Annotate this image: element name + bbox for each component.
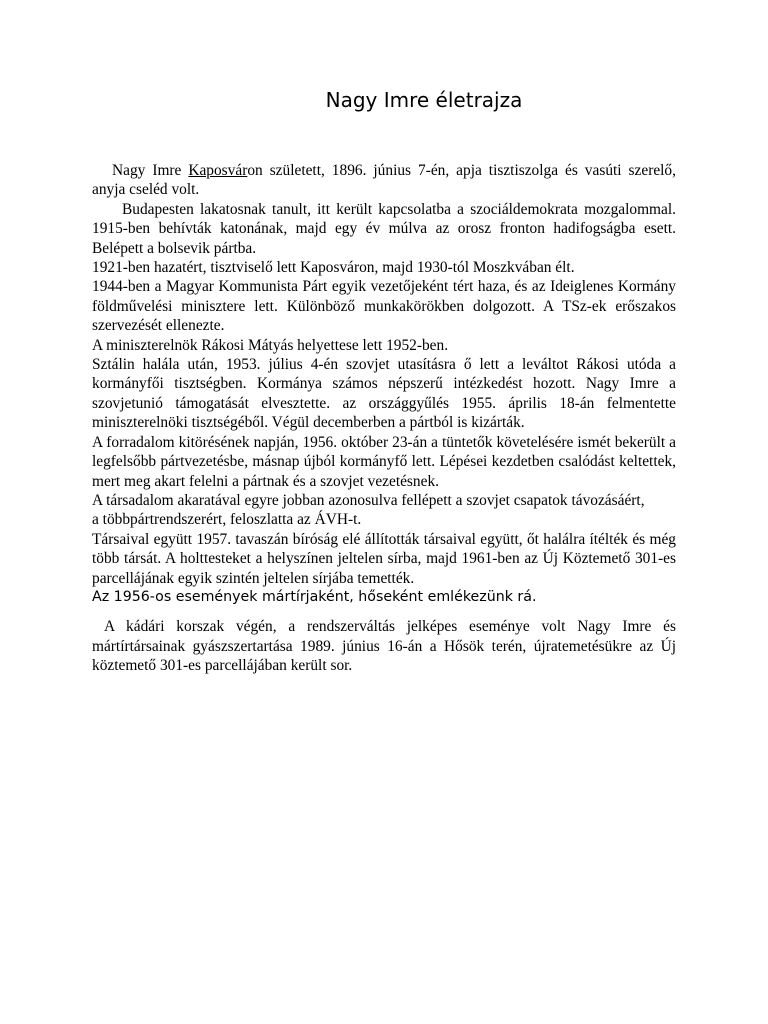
paragraph-birth: [92, 161, 676, 200]
paragraph-1953: Sztálin halála után, 1953. július 4-én szovjet utasításra ő lett a leváltot Rákosi utóda a kormányfői tisztségben. Kormánya számos népszerű intézkedést hozott. Nagy Imre a szovjetunió támogatását elvesztette. az országgyűlés 1955. április 18-án felmentette miniszterelnöki tisztségéből. Végül decemberben a pártból is kizárták.: [92, 356, 676, 432]
paragraph-budapest: Budapesten lakatosnak tanult, itt került kapcsolatba a szociáldemokrata mozgalommal. 1915-ben behívták katonának, majd egy év múlva az orosz fronton hadifogságba esett. Belépett a bolsevik pártba.: [92, 200, 676, 257]
paragraph-1952: A miniszterelnök Rákosi Mátyás helyettese lett 1952-ben.: [92, 336, 449, 354]
paragraph-multiparty: a többpártrendszerért, feloszlatta az ÁVH-t.: [92, 511, 362, 529]
paragraph-martyr: Az 1956-os események mártírjaként, hőseként emlékezünk rá.: [92, 588, 537, 605]
paragraph-reburial: A kádári korszak végén, a rendszerváltás jelképes eseménye volt Nagy Imre és mártírtársainak gyászszertartása 1989. június 16-án a Hősök terén, újratemetésükre az Új köztemető 301-es parcellájában került sor.: [92, 618, 676, 675]
paragraph-birth-start: Nagy Imre: [112, 162, 189, 179]
document-body: [92, 161, 676, 676]
paragraph-birth-end: on született, 1896. június 7-én, apja tisztiszolga és vasúti szerelő, anyja cseléd volt.: [92, 162, 676, 199]
kaposvar-link[interactable]: Kaposvár: [188, 162, 248, 179]
paragraph-soviet-troops: A társadalom akaratával egyre jobban azonosulva fellépett a szovjet csapatok távozásáért,: [92, 491, 645, 509]
paragraph-1944: 1944-ben a Magyar Kommunista Párt egyik vezetőjeként tért haza, és az Ideiglenes Kormány földművelési minisztere lett. Különböző munkakörökben dolgozott. A TSz-ek erőszakos szervezését ellenezte.: [92, 278, 676, 335]
page-title: Nagy Imre életrajza: [325, 88, 523, 112]
paragraph-1956-revolution: A forradalom kitörésének napján, 1956. október 23-án a tüntetők követelésére ismét bekerült a legfelsőbb pártvezetésbe, másnap újból kormányfő lett. Lépései kezdetben csalódást keltettek, mert meg akart felelni a pártnak és a szovjet vezetésnek.: [92, 433, 676, 490]
paragraph-1921: 1921-ben hazatért, tisztviselő lett Kaposváron, majd 1930-tól Moszkvában élt.: [92, 259, 575, 277]
paragraph-trial: Társaival együtt 1957. tavaszán bíróság elé állították társaival együtt, őt halálra ítélték és még több társát. A holttesteket a helyszínen jeltelen sírba, majd 1961-ben az Új Köztemető 301-es parcellájának egyik szintén jeltelen sírjába temették.: [92, 530, 676, 587]
